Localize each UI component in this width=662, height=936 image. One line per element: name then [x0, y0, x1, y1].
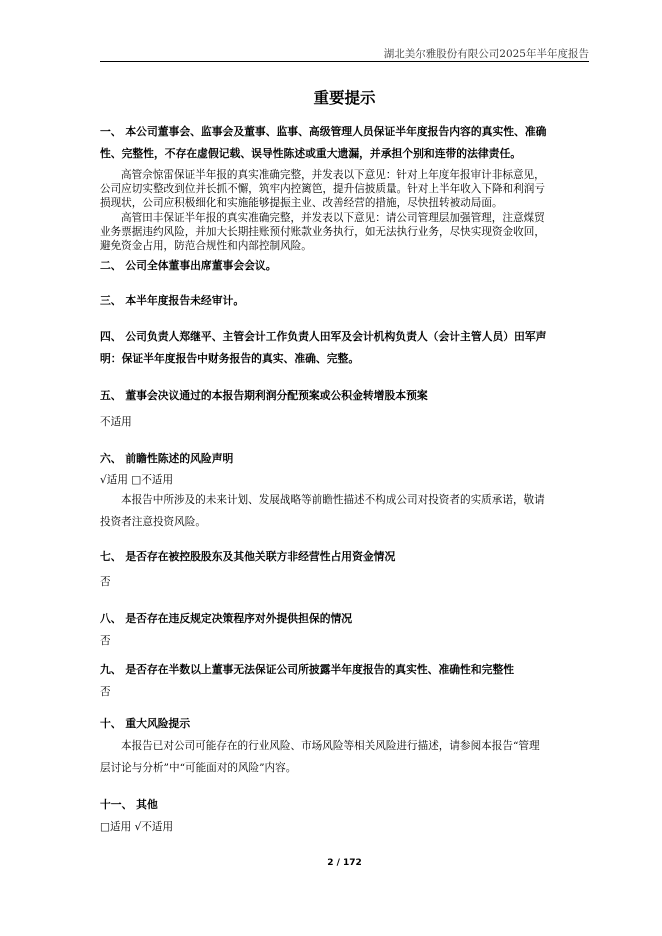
section-4-heading-line-1: 四、 公司负责人郑继平、主管会计工作负责人田军及会计机构负责人（会计主管人员）田军声	[100, 330, 547, 343]
section-10-text-line-2: 层讨论与分析”中“可能面对的风险”内容。	[100, 762, 297, 774]
section-7-heading: 七、 是否存在被控股股东及其他关联方非经营性占用资金情况	[100, 550, 396, 563]
opinion-2-line-3: 避免资金占用，防范合规性和内部控制风险。	[100, 240, 312, 252]
section-6-text-line-2: 投资者注意投资风险。	[100, 516, 206, 528]
opinion-2-line-1: 高管田丰保证半年报的真实准确完整，并发表以下意见：请公司管理层加强管理，注意煤贸	[121, 212, 545, 224]
section-5-answer: 不适用	[100, 416, 132, 428]
opinion-2-line-2: 业务票据违约风险，并加大长期挂账预付账款业务执行，如无法执行业务，尽快实现资金收回，	[100, 226, 545, 238]
section-8-answer: 否	[100, 635, 111, 647]
page-header: 湖北美尔雅股份有限公司2025年半年度报告	[383, 48, 589, 60]
section-6-text-line-1: 本报告中所涉及的未来计划、发展战略等前瞻性描述不构成公司对投资者的实质承诺，敬请	[121, 494, 545, 506]
section-11-heading: 十一、 其他	[100, 798, 158, 811]
section-2-heading: 二、 公司全体董事出席董事会会议。	[100, 259, 277, 272]
section-6-heading: 六、 前瞻性陈述的风险声明	[100, 452, 234, 465]
section-9-heading: 九、 是否存在半数以上董事无法保证公司所披露半年度报告的真实性、准确性和完整性	[100, 663, 515, 676]
section-10-text-line-1: 本报告已对公司可能存在的行业风险、市场风险等相关风险进行描述，请参阅本报告“管理	[121, 740, 540, 752]
header-divider	[100, 61, 589, 62]
section-3-heading: 三、 本半年度报告未经审计。	[100, 294, 245, 307]
section-1-heading-line-1: 一、 本公司董事会、监事会及董事、监事、高级管理人员保证半年度报告内容的真实性、准确	[100, 125, 547, 138]
section-8-heading: 八、 是否存在违反规定决策程序对外提供担保的情况	[100, 612, 353, 625]
opinion-1-line-2: 公司应切实整改到位并长抓不懈，筑牢内控篱笆，提升信披质量。针对上半年收入下降和利润亏	[100, 183, 545, 195]
page-number: 2 / 172	[327, 858, 362, 868]
section-1-heading-line-2: 性、完整性，不存在虚假记载、误导性陈述或重大遗漏，并承担个别和连带的法律责任。	[100, 147, 522, 160]
section-5-heading: 五、 董事会决议通过的本报告期利润分配预案或公积金转增股本预案	[100, 389, 428, 402]
opinion-1-line-3: 损现状，公司应积极细化和实施能够提振主业、改善经营的措施，尽快扭转被动局面。	[100, 197, 503, 209]
page-title: 重要提示	[313, 88, 376, 107]
section-9-answer: 否	[100, 686, 111, 698]
section-4-heading-line-2: 明：保证半年度报告中财务报告的真实、准确、完整。	[100, 352, 360, 365]
opinion-1-line-1: 高管佘惊雷保证半年报的真实准确完整，并发表以下意见：针对上年度年报审计非标意见，	[121, 169, 545, 181]
section-10-heading: 十、 重大风险提示	[100, 717, 191, 730]
section-7-answer: 否	[100, 576, 111, 588]
section-11-answer: □适用 √不适用	[100, 821, 174, 833]
section-6-answer: √适用 □不适用	[100, 474, 174, 486]
